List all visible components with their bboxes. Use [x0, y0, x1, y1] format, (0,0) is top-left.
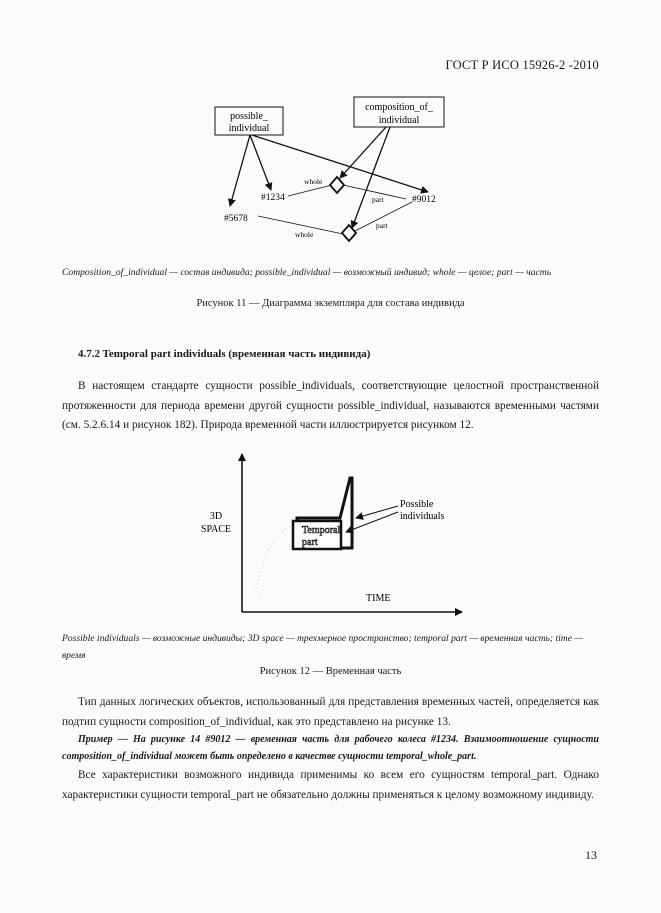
- label-part-top: part: [372, 195, 384, 204]
- paragraph-2-text: Тип данных логических объектов, использованный для представления временных частей, определяется как подтип сущности composition_of_individual, как это представлено на рисунке 13.: [62, 696, 599, 728]
- figure-12-legend: Possible individuals — возможные индивиды; 3D space — трехмерное пространство; temporal part — временная часть; time — время: [62, 633, 583, 661]
- temporal-label-line2: part: [302, 537, 318, 548]
- paragraph-3: [62, 766, 599, 805]
- y-axis-label-line1: 3D: [209, 511, 223, 522]
- node-1234: #1234: [261, 193, 285, 203]
- node-9012: #9012: [412, 195, 436, 205]
- figure-11: [200, 92, 460, 252]
- temporal-label-line1: Temporal: [302, 525, 341, 536]
- figure-12-caption: Рисунок 12 — Временная часть: [259, 666, 402, 677]
- label-part-bottom: part: [376, 221, 388, 230]
- paragraph-1: [62, 377, 599, 436]
- section-heading: 4.7.2 Temporal part individuals (временная часть индивида): [78, 348, 371, 360]
- label-whole-top: whole: [304, 177, 323, 186]
- arrow-possible-to-5678: [230, 135, 250, 206]
- figure-12-diagram: [190, 448, 470, 620]
- figure-12: [190, 448, 470, 620]
- possible-label-line2: individuals: [400, 511, 445, 522]
- faint-traces: [256, 526, 288, 598]
- composition-box-line1: composition_of_: [365, 102, 433, 113]
- arrow-possible-to-1234: [250, 135, 271, 190]
- possible-box-line1: possible_: [230, 111, 268, 122]
- figure-11-caption: Рисунок 11 — Диаграмма экземпляра для состава индивида: [196, 298, 465, 309]
- possible-label-line1: Possible: [400, 499, 434, 510]
- example-text: Пример — На рисунке 14 #9012 — временная часть для рабочего колеса #1234. Взаимоотношение сущности composition_of_individual может быть определено в качестве сущности temporal_whole_part.: [62, 734, 599, 762]
- example-note: [62, 731, 599, 765]
- composition-box-line2: individual: [378, 115, 420, 126]
- x-axis-label: TIME: [366, 593, 391, 604]
- standard-code: ГОСТ Р ИСО 15926-2 -2010: [445, 58, 599, 72]
- figure-11-legend: Composition_of_individual — состав индивида; possible_individual — возможный индивид; whole — целое; part — часть: [62, 267, 552, 278]
- paragraph-3-text: Все характеристики возможного индивида применимы ко всем его сущностям temporal_part. Однако характеристики сущности temporal_part не обязательно должны применяться к целому возможному индивиду.: [62, 769, 599, 801]
- diamond-bottom: [342, 225, 356, 241]
- paragraph-1-text: В настоящем стандарте сущности possible_individuals, соответствующие целостной пространственной протяженности для периода времени другой сущности possible_individual, называются временными частями (см. 5.2.6.14 и рисунок 182). Природа временной части иллюстрируется рисунком 12.: [62, 380, 599, 431]
- paragraph-2: [62, 693, 599, 732]
- page-number: 13: [585, 848, 597, 862]
- figure-11-diagram: [200, 92, 460, 252]
- line-diamond1-1234: [288, 185, 332, 196]
- label-whole-bottom: whole: [295, 230, 314, 239]
- arrow-to-possible: [356, 506, 398, 518]
- arrow-to-temporal: [346, 512, 398, 532]
- y-axis-label-line2: SPACE: [200, 524, 232, 535]
- diamond-top: [330, 177, 344, 193]
- possible-box-line2: individual: [228, 123, 270, 134]
- node-5678: #5678: [224, 214, 248, 224]
